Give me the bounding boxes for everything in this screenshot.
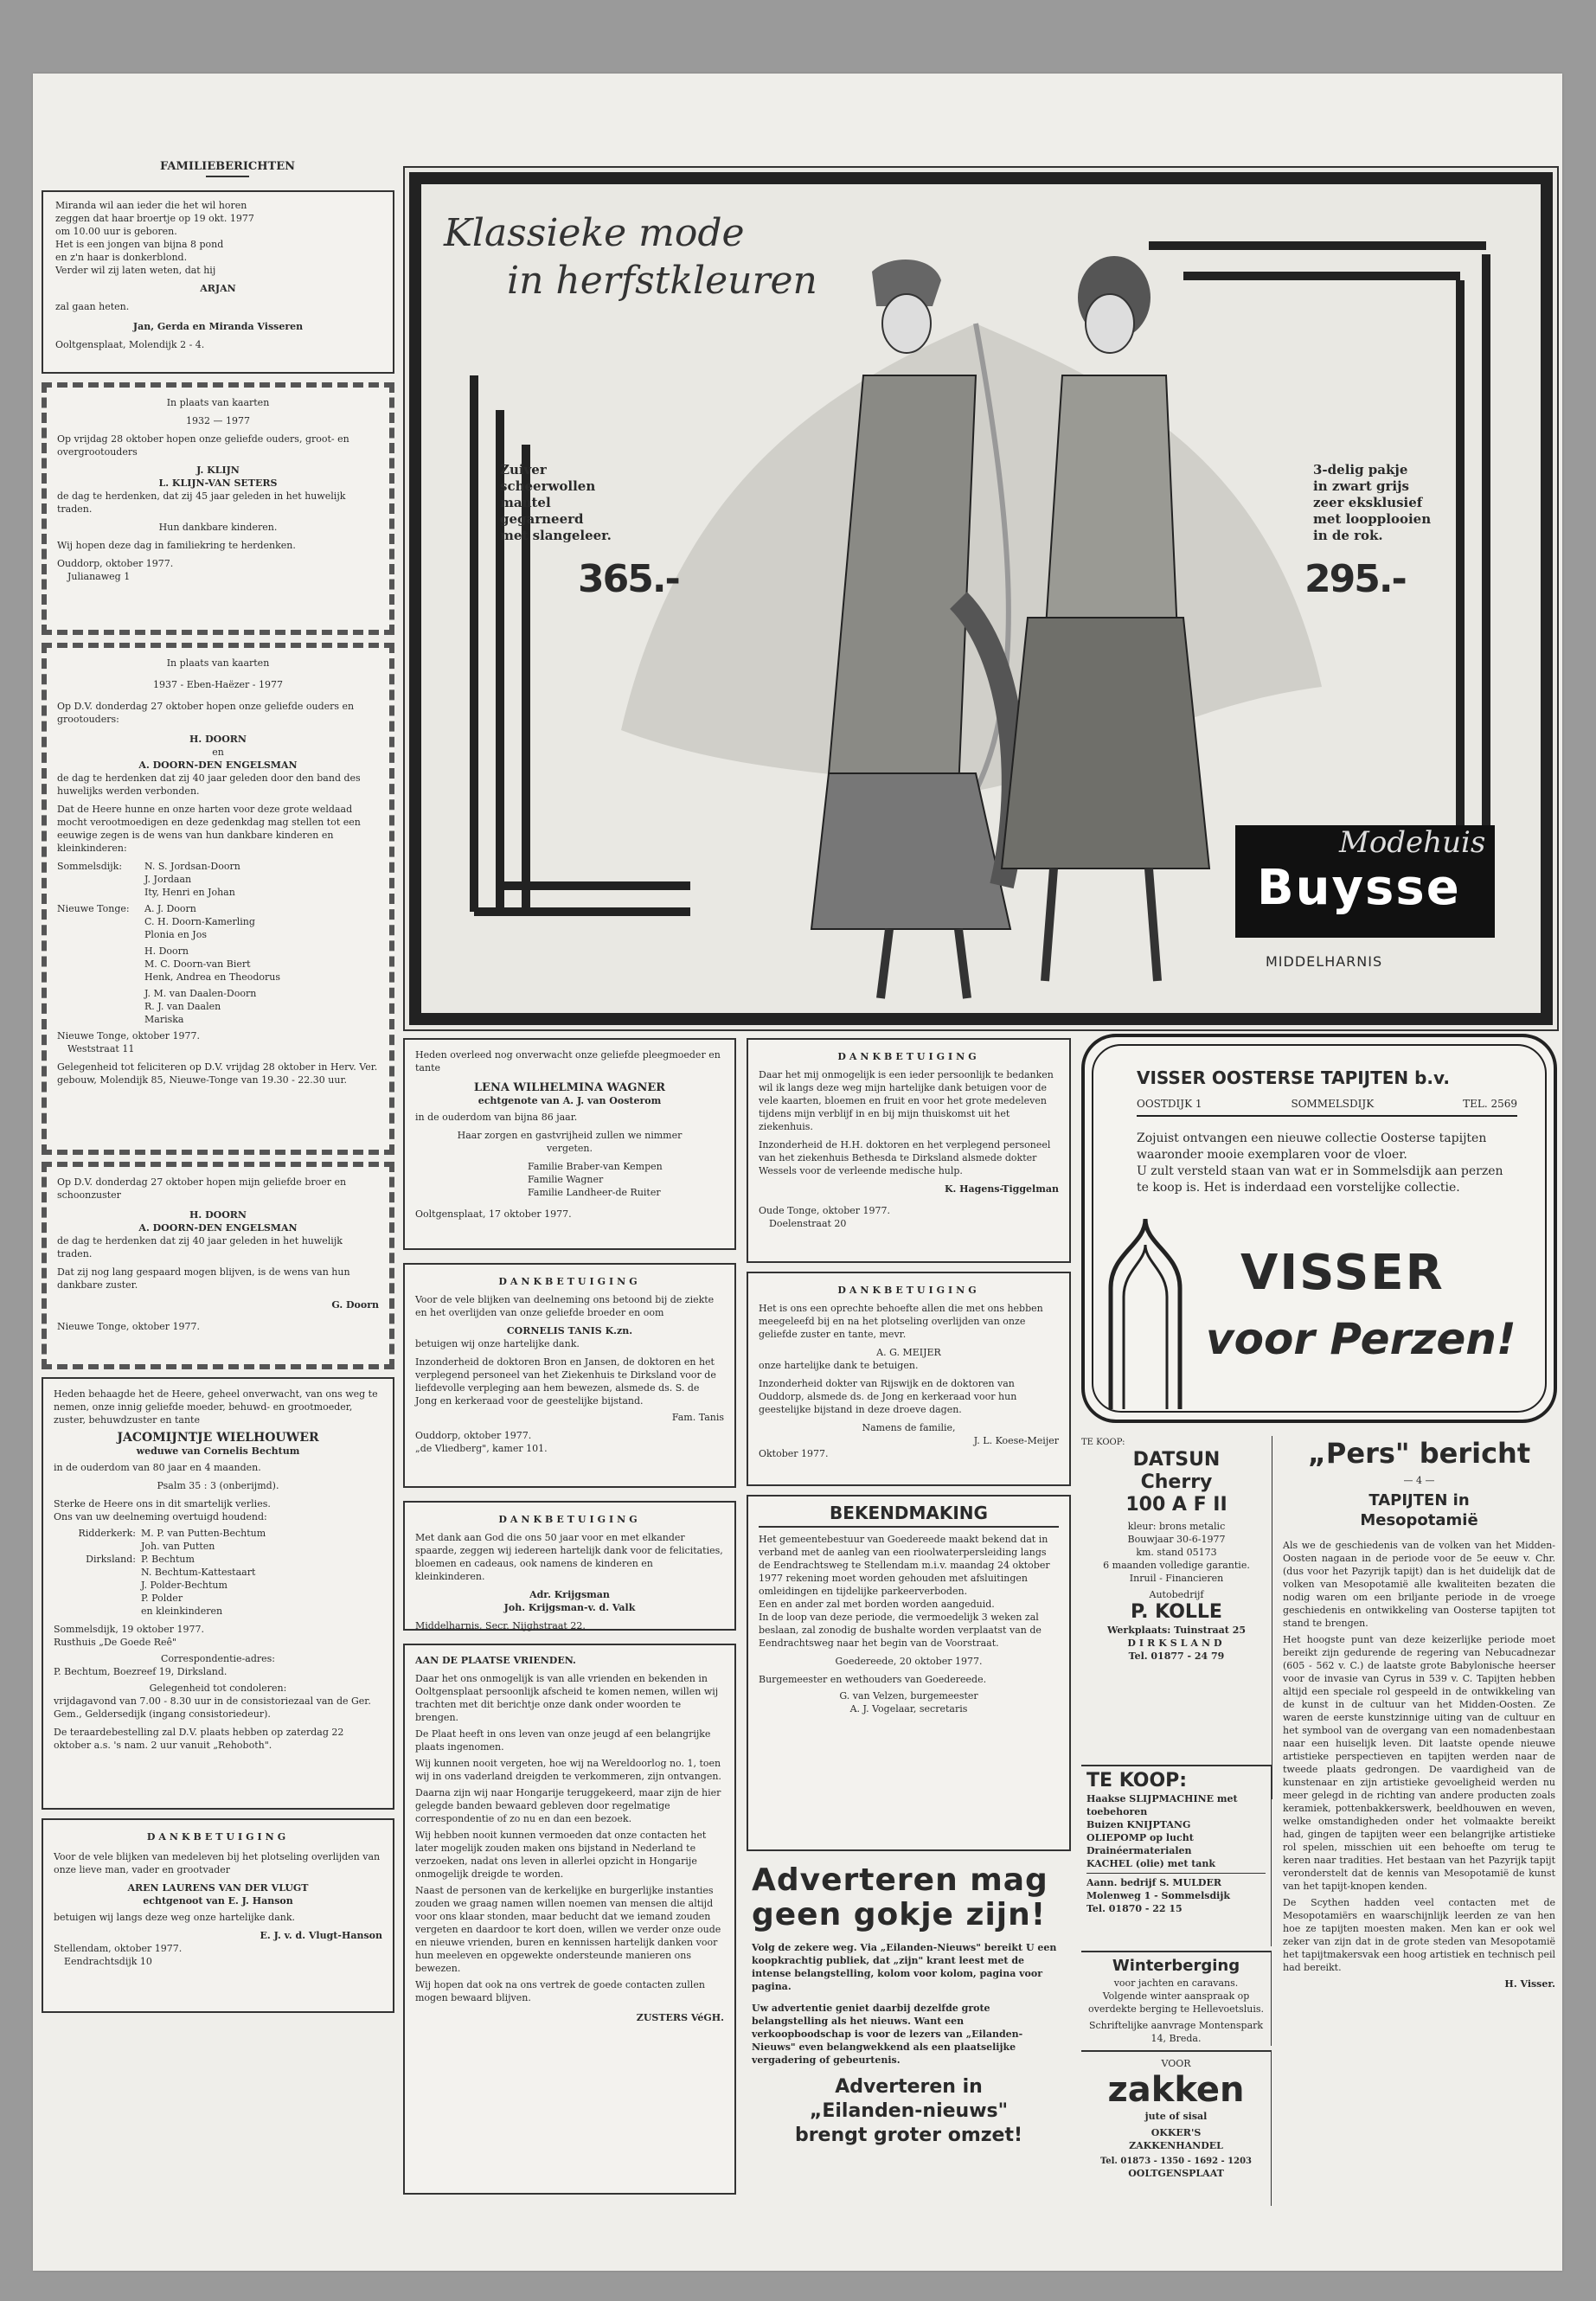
article-number: — 4 — bbox=[1403, 1475, 1435, 1486]
body-text: Een en ander zal met borden worden aangeduid. bbox=[759, 1599, 995, 1610]
divider bbox=[1137, 1115, 1517, 1117]
deceased-name: LENA WILHELMINA WAGNER bbox=[473, 1081, 666, 1094]
family-place: Nieuwe Tonge: bbox=[57, 903, 130, 914]
family-name: Henk, Andrea en Theodorus bbox=[144, 971, 281, 983]
text-line: Bouwjaar 30-6-1977 bbox=[1127, 1534, 1226, 1545]
family-place: Ridderkerk: bbox=[78, 1528, 136, 1539]
anniversary-notice-doorn bbox=[42, 643, 394, 1155]
body-text: betuigen wij langs deze weg onze hartelijke dank. bbox=[54, 1912, 296, 1923]
bags-ad bbox=[1081, 2050, 1272, 2206]
article-title: „Pers" bericht bbox=[1307, 1437, 1531, 1470]
place-date: Oktober 1977. bbox=[759, 1448, 829, 1459]
intro: In plaats van kaarten bbox=[166, 397, 270, 408]
sale-item: Buizen KNIJPTANG bbox=[1086, 1819, 1191, 1830]
birth-notice bbox=[42, 190, 394, 374]
text-line: 6 maanden volledige garantie. bbox=[1103, 1560, 1250, 1571]
family-group bbox=[57, 987, 379, 1026]
body-text: Op vrijdag 28 oktober hopen onze geliefde ouders, groot- en overgrootouders bbox=[57, 433, 349, 458]
label: TE KOOP: bbox=[1081, 1438, 1125, 1447]
spouse-line: echtgenote van A. J. van Oosterom bbox=[478, 1095, 662, 1106]
body-text: Heden overleed nog onverwacht onze geliefde pleegmoeder en tante bbox=[415, 1049, 721, 1074]
paragraph: Het hoogste punt van deze keizerlijke periode moet bereikt zijn gedurende de regering van Nebucadnezar (605 - 562 v. C.) de laatste grote Babylonische heerser voor de invasie van Cyrus in 539 v. C. Tapijten hebben altijd een speciale rol gespeeld in de ontwikkeling van de kunst in de cultuur van het Midden-Oosten. Ze waren de eerste kunstzinnige uiting van de cultuur en het symbool van de overgang van een nomadenbestaan naar een huiselijk leven. Dit laatste opende nieuwe artistieke perspectieven en tapijten werden naar de tweede plaats gedrongen. De vaardigheid van de kunstenaar en zijn artistieke gevoeligheid werden nu meer gelegd in de richting van andere producten zoals keramiek, pottenbakkerswerk, beeldhouwen en weven, welke omstandigheden onder het volmaakte bereikt had, gingen de tapijten weer een belangrijke artistieke rol spelen, misschien uit een behoefte om terug te keren naar tradities. Het bestaan van het Pazyrijk tapijt veronderstelt dat de kennis van Mesopotamië de kunst van het tapijt-knopen kenden. bbox=[1283, 1634, 1555, 1892]
family-name: J. M. van Daalen-Doorn bbox=[144, 988, 257, 999]
coat-description bbox=[500, 462, 638, 544]
years: 1937 - Eben-Haëzer - 1977 bbox=[152, 679, 283, 690]
body-text: Haar zorgen en gastvrijheid zullen we nimmer vergeten. bbox=[457, 1130, 683, 1154]
sale-item: Drainéermaterialen bbox=[1086, 1845, 1192, 1856]
family-place: Dirksland: bbox=[86, 1554, 136, 1565]
sale-item: Haakse SLIJPMACHINE met toebehoren bbox=[1086, 1793, 1238, 1817]
text-line: kleur: brons metalic bbox=[1127, 1521, 1226, 1532]
family-group bbox=[54, 1579, 382, 1605]
ad-title: VISSER OOSTERSE TAPIJTEN b.v. bbox=[1137, 1067, 1451, 1088]
family-name: Familie Wagner bbox=[528, 1174, 604, 1185]
body-text: de dag te herdenken, dat zij 45 jaar geleden in het huwelijk traden. bbox=[57, 490, 346, 515]
family-name: J. Polder-Bechtum bbox=[141, 1580, 228, 1591]
text-line: Verder wil zij laten weten, dat hij bbox=[55, 265, 216, 276]
town: DIRKSLAND bbox=[1127, 1638, 1226, 1649]
body-text: Dat de Heere hunne en onze harten voor deze grote weldaad mocht verootmoedigen en deze gedenkdag mag stellen tot een eeuwige zegen is de wens van hun dankbare kinderen en kleinkinderen: bbox=[57, 804, 361, 854]
signature: A. J. Vogelaar, secretaris bbox=[849, 1703, 968, 1715]
family-list bbox=[415, 1160, 724, 1199]
years: 1932 — 1977 bbox=[186, 415, 250, 426]
body-text: Zojuist ontvangen een nieuwe collectie Oosterse tapijten waaronder mooie exemplaren voor de vloer. bbox=[1137, 1131, 1487, 1162]
newspaper-page bbox=[33, 74, 1562, 2271]
family-name: P. Polder bbox=[141, 1593, 183, 1604]
company-type: Autobedrijf bbox=[1149, 1589, 1204, 1600]
family-name: N. S. Jordsan-Doorn bbox=[144, 861, 240, 872]
body-text: Voor de vele blijken van deelneming ons betoond bij de ziekte en het overlijden van onze geliefde broeder en oom bbox=[415, 1294, 715, 1318]
notice-lines bbox=[55, 199, 381, 277]
body-text: Met dank aan God die ons 50 jaar voor en met elkander spaarde, zeggen wij iedereen hartelijk dank voor de felicitaties, bloemen en cadeaus, ook namens de kinderen en kleinkinderen. bbox=[415, 1532, 723, 1582]
brand-logo: Buysse bbox=[1257, 860, 1461, 916]
family-group bbox=[54, 1605, 382, 1618]
sale-item: OLIEPOMP op lucht bbox=[1086, 1832, 1194, 1843]
paragraph: Daar het ons onmogelijk is van alle vrienden en bekenden in Ooltgensplaat persoonlijk afscheid te komen nemen, willen wij trachten met dit berichtje onze dank onder woorden te brengen. bbox=[415, 1673, 719, 1723]
signature: Burgemeester en wethouders van Goedereede. bbox=[759, 1674, 987, 1685]
company-name: Aann. bedrijf S. MULDER bbox=[1086, 1877, 1221, 1888]
ad-headline-1: Klassieke mode bbox=[444, 211, 745, 255]
psalm-line: Psalm 35 : 3 (onberijmd). bbox=[157, 1480, 279, 1491]
address: Doelenstraat 20 bbox=[769, 1218, 847, 1229]
family-name: M. C. Doorn-van Biert bbox=[144, 958, 251, 970]
notice-title: DANKBETUIGING bbox=[146, 1831, 290, 1843]
announcement-goedereede bbox=[747, 1495, 1071, 1851]
body-text: de dag te herdenken dat zij 40 jaar geleden door den band des huwelijks werden verbonden. bbox=[57, 772, 361, 797]
body-text: Voor de vele blijken van medeleven bij het plotseling overlijden van onze lieve man, vader en grootvader bbox=[54, 1851, 381, 1875]
baby-name: ARJAN bbox=[200, 283, 236, 294]
text-line: jute of sisal bbox=[1144, 2111, 1208, 2122]
ad-title: TE KOOP: bbox=[1086, 1770, 1188, 1791]
body-text: Inzonderheid de H.H. doktoren en het verplegend personeel van het ziekenhuis Bethesda te Dirksland alsmede dokter Wessels voor de verleende medische hulp. bbox=[759, 1139, 1051, 1176]
family-name: J. Jordaan bbox=[144, 874, 192, 885]
address: Werkplaats: Tuinstraat 25 bbox=[1106, 1625, 1247, 1636]
car-model: Cherry bbox=[1140, 1471, 1213, 1493]
address: „de Vliedberg", kamer 101. bbox=[415, 1443, 548, 1454]
place-date: Goedereede, 20 oktober 1977. bbox=[835, 1656, 983, 1667]
address: Weststraat 11 bbox=[67, 1043, 135, 1054]
body-text: Op D.V. donderdag 27 oktober hopen mijn geliefde broer en schoonzuster bbox=[57, 1176, 347, 1201]
couple-name: A. DOORN-DEN ENGELSMAN bbox=[138, 760, 298, 771]
body-text: Inzonderheid dokter van Rijswijk en de doktoren van Ouddorp, alsmede ds. de Jong en kerkeraad voor hun geestelijke bijstand in deze droeve dagen. bbox=[759, 1378, 1017, 1415]
body-text: In de loop van deze periode, die vermoedelijk 3 weken zal beslaan, zal zonodig de bushalte worden verplaatst van de Eendrachtsweg naar het begin van de Voorstraat. bbox=[759, 1612, 1042, 1649]
conjunction: en bbox=[212, 747, 224, 758]
place-date: Stellendam, oktober 1977. bbox=[54, 1943, 183, 1954]
thanks-notice-vlugt bbox=[42, 1818, 394, 2013]
burial-info: De teraardebestelling zal D.V. plaats hebben op zaterdag 22 oktober a.s. 's nam. 2 uur vanuit „Rehoboth". bbox=[54, 1727, 344, 1751]
ad-address bbox=[1137, 1098, 1517, 1111]
body-text: Op D.V. donderdag 27 oktober hopen onze geliefde ouders en grootouders: bbox=[57, 701, 355, 725]
condolence-info: vrijdagavond van 7.00 - 8.30 uur in de consistoriezaal van de Ger. Gem., Geldersedijk (ingang consistoriedeur). bbox=[54, 1695, 371, 1720]
text-line: Inruil - Financieren bbox=[1129, 1573, 1224, 1584]
promo-footer: „Eilanden-nieuws" bbox=[809, 2100, 1009, 2122]
place-date: Ouddorp, oktober 1977. bbox=[415, 1430, 532, 1441]
anniversary-notice-klijn bbox=[42, 382, 394, 635]
anniversary-notice-sister bbox=[42, 1162, 394, 1369]
equipment-sale-ad bbox=[1081, 1765, 1272, 1946]
text-line: om 10.00 uur is geboren. bbox=[55, 226, 177, 237]
body-text: Daar het mij onmogelijk is een ieder persoonlijk te bedanken wil ik langs deze weg mijn hartelijke dank betuigen voor de vele kaarten, bloemen en fruit en voor het grote medeleven tijdens mijn verblijf in en bij mijn thuiskomst uit het ziekenhuis. bbox=[759, 1069, 1054, 1132]
paragraph: Wij kunnen nooit vergeten, hoe wij na Wereldoorlog no. 1, toen wij in ons vaderland dreigden te verkommeren, zijn ontvangen. bbox=[415, 1758, 721, 1782]
text-line: VOOR bbox=[1161, 2058, 1191, 2069]
promo-headline: Adverteren mag bbox=[752, 1862, 1048, 1898]
couple-name: H. DOORN bbox=[189, 734, 247, 745]
town: OOLTGENSPLAAT bbox=[1128, 2168, 1224, 2179]
text-line: scheerwollen bbox=[500, 478, 596, 494]
ad-body bbox=[1137, 1131, 1517, 1196]
article-subtitle: Mesopotamië bbox=[1360, 1511, 1478, 1529]
winter-storage-ad bbox=[1081, 1951, 1272, 2046]
ad-title: Winterberging bbox=[1112, 1957, 1240, 1975]
ad-headline: zakken bbox=[1107, 2070, 1245, 2110]
text-line: km. stand 05173 bbox=[1136, 1547, 1217, 1558]
body-text: Het is ons een oprechte behoefte allen die met ons hebben meegeleefd bij en na het plotseling overlijden van onze geliefde zuster en tante, mevr. bbox=[759, 1303, 1043, 1340]
text-line: en z'n haar is donkerblond. bbox=[55, 252, 188, 263]
phone: Tel. 01870 - 22 15 bbox=[1086, 1903, 1183, 1914]
spouse-line: weduwe van Cornelis Bechtum bbox=[136, 1445, 300, 1457]
thanks-notice-krijgsman bbox=[403, 1501, 736, 1631]
body-text: Wij hopen deze dag in familiekring te herdenken. bbox=[57, 540, 296, 551]
phone: TEL. 2569 bbox=[1463, 1098, 1517, 1110]
notice-title: DANKBETUIGING bbox=[498, 1514, 641, 1525]
paragraph: Als we de geschiedenis van de volken van het Midden-Oosten nagaan in de periode voor de 5e eeuw v. Chr. (dus voor het Pazyrijk tapijt) dan is het duidelijk dat de volken van Mesopotamië alle kwaliteiten bezaten die nodig waren om een briljante periode in de vroege geschiedenis en ontwikkeling van Oosterse tapijten tot stand te brengen. bbox=[1283, 1540, 1555, 1629]
family-name: P. Bechtum bbox=[141, 1554, 195, 1565]
address: Eendrachtsdijk 10 bbox=[64, 1956, 152, 1967]
arch-ornament-icon bbox=[1102, 1210, 1189, 1409]
text-line: Volgende winter aanspraak op overdekte berging te Hellevoetsluis. bbox=[1088, 1990, 1264, 2015]
place-date: Middelharnis, Secr. Nijghstraat 22. bbox=[415, 1620, 586, 1631]
brand-slogan: voor Perzen! bbox=[1206, 1314, 1516, 1364]
promo-headline: geen gokje zijn! bbox=[752, 1897, 1047, 1932]
brand-script: Modehuis bbox=[1339, 825, 1486, 860]
visser-carpet-ad bbox=[1081, 1034, 1557, 1423]
notice-title: BEKENDMAKING bbox=[759, 1502, 1059, 1528]
notice-title: AAN DE PLAATSE VRIENDEN. bbox=[415, 1655, 576, 1666]
deceased-name: CORNELIS TANIS K.zn. bbox=[506, 1325, 633, 1336]
thanks-notice-tanis bbox=[403, 1263, 736, 1488]
thanks-notice-meijer bbox=[747, 1272, 1071, 1486]
reception-info: Gelegenheid tot feliciteren op D.V. vrijdag 28 oktober in Herv. Ver. gebouw, Molendijk 85, Nieuwe-Tonge van 19.30 - 22.30 uur. bbox=[57, 1061, 378, 1086]
signature: Namens de familie, bbox=[862, 1422, 956, 1433]
family-name: Plonia en Jos bbox=[144, 929, 207, 940]
family-name: H. Doorn bbox=[144, 945, 189, 957]
text-line: Het is een jongen van bijna 8 pond bbox=[55, 239, 224, 250]
deceased-name: JACOMIJNTJE WIELHOUWER bbox=[117, 1431, 319, 1445]
notice-title: DANKBETUIGING bbox=[837, 1051, 980, 1062]
family-name: R. J. van Daalen bbox=[144, 1001, 221, 1012]
thanks-notice-hagens bbox=[747, 1038, 1071, 1263]
body-text: de dag te herdenken dat zij 40 jaar geleden in het huwelijk traden. bbox=[57, 1235, 343, 1259]
address: Rusthuis „De Goede Reê" bbox=[54, 1637, 177, 1648]
body-text: U zult versteld staan van wat er in Sommelsdijk aan perzen te koop is. Het is inderdaad een vorstelijke collectie. bbox=[1137, 1164, 1503, 1195]
place-date: Nieuwe Tonge, oktober 1977. bbox=[57, 1030, 201, 1042]
address: OOSTDIJK 1 bbox=[1137, 1098, 1202, 1110]
car-type: 100 A F II bbox=[1125, 1494, 1227, 1516]
body-text: Ons van uw deelneming overtuigd houdend: bbox=[54, 1511, 267, 1522]
couple-name: A. DOORN-DEN ENGELSMAN bbox=[138, 1222, 298, 1234]
family-name: en kleinkinderen bbox=[141, 1606, 223, 1617]
signature: K. Hagens-Tiggelman bbox=[944, 1183, 1059, 1195]
family-name: Ity, Henri en Johan bbox=[144, 887, 235, 898]
signature: Fam. Tanis bbox=[671, 1412, 724, 1423]
intro: In plaats van kaarten bbox=[166, 657, 270, 669]
death-notice-wagner bbox=[403, 1038, 736, 1250]
address: Ooltgensplaat, Molendijk 2 - 4. bbox=[55, 339, 205, 350]
address: Julianaweg 1 bbox=[67, 571, 131, 582]
place-date: Ooltgensplaat, 17 oktober 1977. bbox=[415, 1208, 572, 1220]
advertising-promo bbox=[747, 1860, 1071, 2202]
signature: ZUSTERS VéGH. bbox=[636, 2012, 724, 2023]
place-date: Oude Tonge, oktober 1977. bbox=[759, 1205, 891, 1216]
text-line: mantel bbox=[500, 495, 551, 510]
body-text: onze hartelijke dank te betuigen. bbox=[759, 1360, 919, 1371]
family-name: N. Bechtum-Kattestaart bbox=[141, 1567, 256, 1578]
farewell-notice-vegh bbox=[403, 1644, 736, 2195]
family-name: Familie Landheer-de Ruiter bbox=[528, 1187, 661, 1198]
family-place: Sommelsdijk: bbox=[57, 861, 123, 872]
text-line: voor jachten en caravans. bbox=[1113, 1977, 1239, 1989]
signature: Adr. Krijgsman bbox=[529, 1589, 610, 1600]
deceased-name: A. G. MEIJER bbox=[876, 1347, 941, 1358]
phone: Tel. 01873 - 1350 - 1692 - 1203 bbox=[1099, 2157, 1253, 2166]
family-group bbox=[57, 860, 379, 899]
family-name: Familie Braber-van Kempen bbox=[528, 1161, 663, 1172]
sale-item: KACHEL (olie) met tank bbox=[1086, 1858, 1216, 1869]
signature: Joh. Krijgsman-v. d. Valk bbox=[503, 1602, 636, 1613]
body-text: Heden behaagde het de Heere, geheel onverwacht, van ons weg te nemen, onze innig geliefde moeder, behuwd- en grootmoeder, zuster, behuwdzuster en tante bbox=[54, 1388, 378, 1426]
family-name: M. P. van Putten-Bechtum bbox=[141, 1528, 266, 1539]
family-name: C. H. Doorn-Kamerling bbox=[144, 916, 255, 927]
company-name: ZAKKENHANDEL bbox=[1129, 2140, 1223, 2151]
notice-title: DANKBETUIGING bbox=[498, 1276, 641, 1287]
paragraph: De Plaat heeft in ons leven van onze jeugd af een belangrijke plaats ingenomen. bbox=[415, 1728, 711, 1753]
company-name: P. KOLLE bbox=[1131, 1601, 1222, 1623]
family-group bbox=[57, 945, 379, 984]
condolence-label: Gelegenheid tot condoleren: bbox=[149, 1682, 287, 1694]
family-list bbox=[54, 1527, 382, 1618]
family-group bbox=[54, 1527, 382, 1553]
suit-description bbox=[1313, 462, 1460, 544]
text-line: zeggen dat haar broertje op 19 okt. 1977 bbox=[55, 213, 254, 224]
text-line: zeer eksklusief bbox=[1313, 495, 1423, 510]
age-line: in de ouderdom van 80 jaar en 4 maanden. bbox=[54, 1462, 261, 1473]
signature: J. L. Koese-Meijer bbox=[973, 1435, 1059, 1446]
notice-title: DANKBETUIGING bbox=[837, 1285, 980, 1296]
text-line: Zuiver bbox=[500, 462, 547, 478]
phone: Tel. 01877 - 24 79 bbox=[1128, 1650, 1225, 1662]
family-name: Joh. van Putten bbox=[141, 1541, 215, 1552]
coat-price: 365.- bbox=[578, 557, 679, 601]
brand-headline: VISSER bbox=[1240, 1245, 1445, 1301]
body-text: Uw advertentie geniet daarbij dezelfde grote belangstelling als het nieuws. Want een verkoopboodschap is voor de lezers van „Eilanden-Nieuws" even belangwekkend als een plaatselijke vergadering of gebeurtenis. bbox=[752, 2003, 1023, 2066]
car-details bbox=[1081, 1520, 1272, 1585]
signature: E. J. v. d. Vlugt-Hanson bbox=[260, 1930, 382, 1941]
paragraph: Wij hebben nooit kunnen vermoeden dat onze contacten het later mogelijk zouden maken ons bijstand in Nederland te verzoeken, nadat ons leven in allerlei opzicht in Hongarije onmogelijk dreigde te worden. bbox=[415, 1830, 707, 1880]
body-text: Volg de zekere weg. Via „Eilanden-Nieuws" bereikt U een koopkrachtig publiek, dat „zijn" krant leest met de intense belangstelling, kolom voor kolom, pagina voor pagina. bbox=[752, 1942, 1057, 1992]
body-text: betuigen wij onze hartelijke dank. bbox=[415, 1338, 580, 1349]
text-line: gegarneerd bbox=[500, 511, 584, 527]
text-line: 3-delig pakje bbox=[1313, 462, 1408, 478]
ad-headline-2: in herfstkleuren bbox=[507, 259, 817, 303]
text-line: met slangeleer. bbox=[500, 528, 612, 543]
death-notice-wielhouwer bbox=[42, 1377, 394, 1810]
family-group bbox=[54, 1553, 382, 1579]
family-list bbox=[57, 860, 379, 1026]
age-line: in de ouderdom van bijna 86 jaar. bbox=[415, 1112, 578, 1123]
couple-name: J. KLIJN bbox=[196, 465, 240, 476]
body-text: Het gemeentebestuur van Goedereede maakt bekend dat in verband met de aanleg van een rioolwaterpersleiding langs de Eendrachtsweg te Stellendam m.i.v. maandag 24 oktober 1977 rekening moet worden gehouden met afsluitingen omleidingen en tijdelijke parkeerverboden. bbox=[759, 1534, 1050, 1597]
place-date: Nieuwe Tonge, oktober 1977. bbox=[57, 1321, 201, 1332]
promo-footer: brengt groter omzet! bbox=[794, 2125, 1023, 2146]
address: SOMMELSDIJK bbox=[1291, 1098, 1375, 1110]
correspondence-address: P. Bechtum, Boezreef 19, Dirksland. bbox=[54, 1666, 228, 1677]
divider bbox=[206, 176, 249, 177]
family-group bbox=[57, 902, 379, 941]
place-date: Sommelsdijk, 19 oktober 1977. bbox=[54, 1624, 204, 1635]
text-line: in zwart grijs bbox=[1313, 478, 1409, 494]
place-date: Ouddorp, oktober 1977. bbox=[57, 558, 174, 569]
brand-city: MIDDELHARNIS bbox=[1266, 953, 1383, 970]
car-sale-ad bbox=[1081, 1436, 1272, 1799]
text-line: zal gaan heten. bbox=[55, 301, 130, 312]
couple-name: L. KLIJN-VAN SETERS bbox=[158, 478, 278, 489]
press-article bbox=[1283, 1436, 1555, 2197]
car-brand: DATSUN bbox=[1132, 1449, 1221, 1471]
company-name: OKKER'S bbox=[1151, 2127, 1202, 2138]
signature: G. Doorn bbox=[331, 1299, 379, 1311]
fashion-advertisement bbox=[403, 166, 1559, 1031]
signature: H. Visser. bbox=[1504, 1978, 1555, 1990]
contact: Schriftelijke aanvrage Montenspark 14, Breda. bbox=[1088, 2020, 1264, 2044]
paragraph: Wij hopen dat ook na ons vertrek de goede contacten zullen mogen bewaard blijven. bbox=[415, 1979, 705, 2003]
body-text: Inzonderheid de doktoren Bron en Jansen, de doktoren en het verplegend personeel van het Ziekenhuis te Dirksland voor de liefdevolle verpleging aan hem bewezen, alsmede ds. S. de Jong en kerkeraad voor de geestelijke bijstand. bbox=[415, 1356, 716, 1407]
couple-name: H. DOORN bbox=[189, 1209, 247, 1221]
signature: Jan, Gerda en Miranda Visseren bbox=[132, 321, 304, 332]
body-text: Dat zij nog lang gespaard mogen blijven, is de wens van hun dankbare zuster. bbox=[57, 1266, 350, 1291]
signature: Hun dankbare kinderen. bbox=[158, 522, 278, 533]
paragraph: Naast de personen van de kerkelijke en burgerlijke instanties zouden we graag namen willen noemen van mensen die altijd voor ons klaar stonden, maar beducht dat we iemand zouden vergeten en daardoor te kort doen, willen we verder onze oude en nieuwe vrienden, buren en kennissen hartelijk danken voor hun meeleven en opgewekte ondersteunde manieren ons bewezen. bbox=[415, 1885, 721, 1974]
signature: G. van Velzen, burgemeester bbox=[839, 1690, 978, 1702]
family-name: Mariska bbox=[144, 1014, 184, 1025]
promo-footer: Adverteren in bbox=[835, 2076, 983, 2098]
article-subtitle: TAPIJTEN in bbox=[1368, 1491, 1470, 1509]
correspondence-label: Correspondentie-adres: bbox=[161, 1653, 275, 1664]
deceased-name: AREN LAURENS VAN DER VLUGT bbox=[127, 1882, 309, 1894]
address: Molenweg 1 - Sommelsdijk bbox=[1086, 1890, 1230, 1901]
suit-price: 295.- bbox=[1304, 557, 1406, 601]
text-line: Miranda wil aan ieder die het wil horen bbox=[55, 200, 247, 211]
body-text: Sterke de Heere ons in dit smartelijk verlies. bbox=[54, 1498, 271, 1509]
paragraph: Daarna zijn wij naar Hongarije teruggekeerd, maar zijn de hier gelegde banden bewaard gebleven door regelmatige correspondentie of zo nu en dan een bezoek. bbox=[415, 1787, 721, 1824]
spouse-line: echtgenoot van E. J. Hanson bbox=[143, 1895, 293, 1907]
family-name: A. J. Doorn bbox=[144, 903, 196, 914]
text-line: in de rok. bbox=[1313, 528, 1383, 543]
section-title: FAMILIEBERICHTEN bbox=[159, 160, 296, 173]
text-line: met loopplooien bbox=[1313, 511, 1432, 527]
paragraph: De Scythen hadden veel contacten met de Mesopotamiërs en waarschijnlijk leerden ze van hen hoe ze tapijten moesten maken. Men kan er ook wel zeker van zijn dat in de grote steden van Mesopotamië het tapijtmakersvak een hoog artistiek en technisch peil had bereikt. bbox=[1283, 1897, 1555, 1973]
